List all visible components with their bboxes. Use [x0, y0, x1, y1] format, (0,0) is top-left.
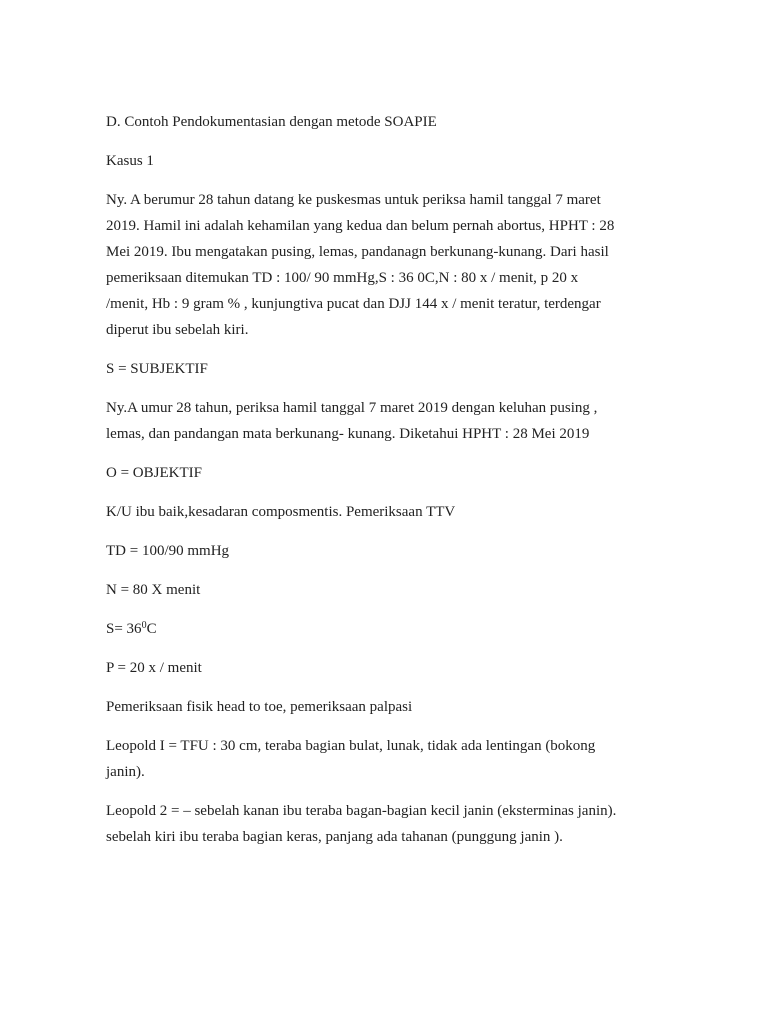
- leopold-2-line: sebelah kiri ibu teraba bagian keras, panjang ada tahanan (punggung janin ).: [106, 829, 563, 845]
- case-line: diperut ibu sebelah kiri.: [106, 322, 249, 338]
- case-line: Mei 2019. Ibu mengatakan pusing, lemas, pandanagn berkunang-kunang. Dari hasil: [106, 244, 609, 260]
- subjective-line: lemas, dan pandangan mata berkunang- kunang. Diketahui HPHT : 28 Mei 2019: [106, 426, 590, 442]
- case-title-text: Kasus 1: [106, 153, 154, 169]
- temperature-unit: C: [146, 621, 157, 637]
- pulse: [106, 577, 646, 603]
- physical-exam: [106, 694, 646, 720]
- degree-superscript: 0: [141, 620, 147, 631]
- subjective-description: [106, 395, 646, 447]
- blood-pressure-text: TD = 100/90 mmHg: [106, 543, 230, 559]
- leopold-1: [106, 733, 646, 785]
- leopold-2: [106, 798, 646, 850]
- objective-title-text: O = OBJEKTIF: [106, 465, 202, 481]
- subjective-line: Ny.A umur 28 tahun, periksa hamil tanggal 7 maret 2019 dengan keluhan pusing ,: [106, 400, 598, 416]
- temperature-value: S= 36: [106, 621, 142, 637]
- subjective-title: [106, 356, 646, 382]
- case-line: 2019. Hamil ini adalah kehamilan yang kedua dan belum pernah abortus, HPHT : 28: [106, 218, 615, 234]
- respiration: [106, 655, 646, 681]
- pulse-text: N = 80 X menit: [106, 582, 201, 598]
- physical-exam-text: Pemeriksaan fisik head to toe, pemeriksaan palpasi: [106, 699, 413, 715]
- respiration-text: P = 20 x / menit: [106, 660, 202, 676]
- temperature-line: [106, 616, 646, 642]
- case-line: /menit, Hb : 9 gram % , kunjungtiva pucat dan DJJ 144 x / menit teratur, terdengar: [106, 296, 601, 312]
- leopold-1-line: Leopold I = TFU : 30 cm, teraba bagian bulat, lunak, tidak ada lentingan (bokong: [106, 738, 596, 754]
- case-line: Ny. A berumur 28 tahun datang ke puskesmas untuk periksa hamil tanggal 7 maret: [106, 192, 601, 208]
- case-line: pemeriksaan ditemukan TD : 100/ 90 mmHg,S : 36 0C,N : 80 x / menit, p 20 x: [106, 270, 579, 286]
- leopold-1-line: janin).: [106, 764, 145, 780]
- general-condition-text: K/U ibu baik,kesadaran composmentis. Pemeriksaan TTV: [106, 504, 456, 520]
- temperature: [106, 616, 646, 642]
- general-condition: [106, 499, 646, 525]
- case-title: [106, 148, 646, 174]
- section-heading-text: D. Contoh Pendokumentasian dengan metode SOAPIE: [106, 114, 437, 130]
- section-heading: [106, 109, 646, 135]
- document-body: [106, 109, 646, 863]
- blood-pressure: [106, 538, 646, 564]
- subjective-title-text: S = SUBJEKTIF: [106, 361, 208, 377]
- case-description: [106, 187, 646, 343]
- objective-title: [106, 460, 646, 486]
- leopold-2-line: Leopold 2 = – sebelah kanan ibu teraba bagan-bagian kecil janin (eksterminas janin).: [106, 803, 617, 819]
